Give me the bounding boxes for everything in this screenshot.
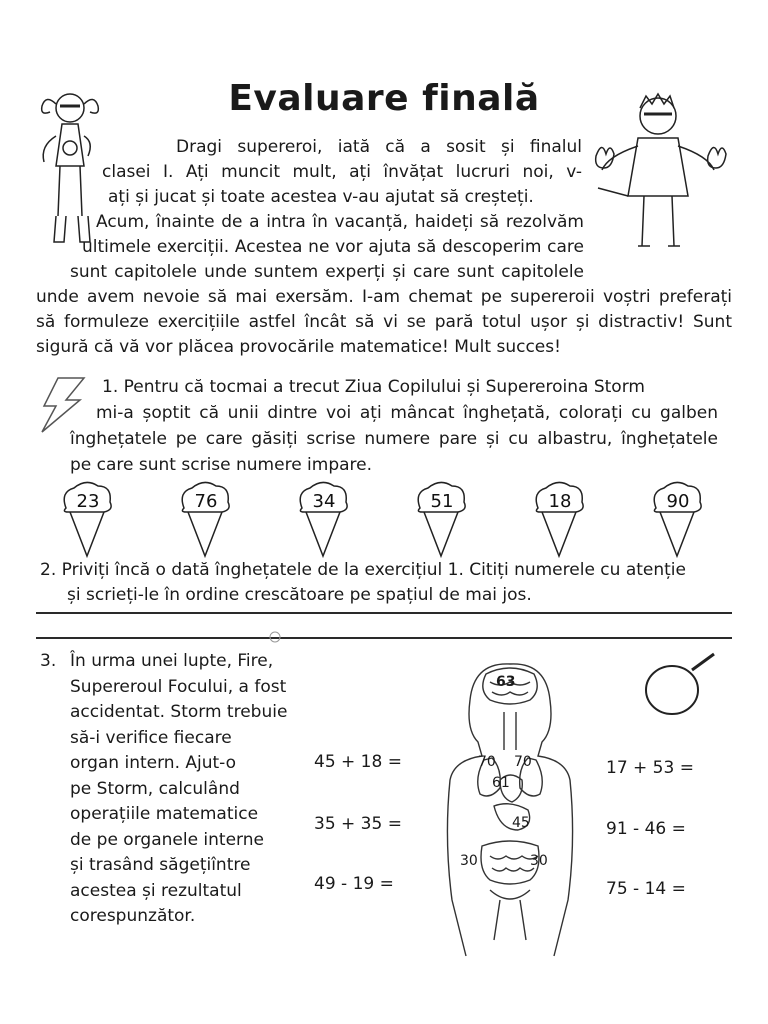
equation-right-1: 17 + 53 = xyxy=(606,758,694,778)
intro-line-8: să formuleze exercițiile astfel încât să vi se pară totul ușor și distractiv! Sunt xyxy=(36,312,732,332)
small-circle-mark xyxy=(268,630,282,644)
intestine-left-number: 30 xyxy=(460,853,478,869)
exercise1-line-3: înghețatele pe care găsiți scrise numere pare și cu albastru, înghețatele xyxy=(70,429,718,449)
intro-line-4: Acum, înainte de a intra în vacanță, haideți să rezolvăm xyxy=(96,212,584,232)
exercise3-line-10: acestea și rezultatul xyxy=(70,881,242,901)
ice-cream-6 xyxy=(654,482,701,556)
page-title: Evaluare finală xyxy=(228,78,540,119)
exercise3-line-9: și trasând săgețiîntre xyxy=(70,855,251,875)
lung-right-number: 70 xyxy=(514,754,532,770)
stomach-number: 45 xyxy=(512,815,530,831)
intro-line-5: ultimele exerciții. Acestea ne vor ajuta să descoperim care xyxy=(82,237,584,257)
equation-left-2: 35 + 35 = xyxy=(314,814,402,834)
exercise3-line-7: operațiile matematice xyxy=(70,804,259,824)
exercise3-line-11: corespunzător. xyxy=(70,906,196,926)
exercise3-number: 3. xyxy=(40,651,57,671)
intro-line-9: sigură că vă vor plăcea provocările matematice! Mult succes! xyxy=(36,337,561,357)
exercise1-line-1: 1. Pentru că tocmai a trecut Ziua Copilului și Supereroina Storm xyxy=(102,377,645,397)
intro-line-3: ați și jucat și toate acestea v-au ajutat să creșteți. xyxy=(108,187,534,207)
exercise3-line-4: să-i verifice fiecare xyxy=(70,728,232,748)
exercise3-line-2: Supereroul Focului, a fost xyxy=(70,677,287,697)
equation-left-1: 45 + 18 = xyxy=(314,752,402,772)
equation-right-3: 75 - 14 = xyxy=(606,879,686,899)
brain-number: 63 xyxy=(496,674,516,690)
exercise2-line-1: 2. Priviți încă o dată înghețatele de la exercițiul 1. Citiți numerele cu atenție xyxy=(40,560,686,580)
intestine-right-number: 30 xyxy=(530,853,548,869)
lung-left-number: 70 xyxy=(478,754,496,770)
magnifying-glass-icon xyxy=(640,650,720,720)
ice-cream-number: 34 xyxy=(312,491,336,512)
intro-line-2: clasei I. Ați muncit mult, ați învățat lucruri noi, v- xyxy=(102,162,582,182)
exercise3-line-5: organ intern. Ajut-o xyxy=(70,753,237,773)
ice-cream-4 xyxy=(418,482,465,556)
ice-cream-5 xyxy=(536,482,583,556)
ice-cream-1 xyxy=(64,482,111,556)
equation-right-2: 91 - 46 = xyxy=(606,819,686,839)
ice-cream-number: 18 xyxy=(548,491,572,512)
exercise1-line-4: pe care sunt scrise numere impare. xyxy=(70,455,373,475)
exercise3-line-8: de pe organele interne xyxy=(70,830,264,850)
exercise3-line-3: accidentat. Storm trebuie xyxy=(70,702,288,722)
ice-cream-3 xyxy=(300,482,347,556)
ice-cream-number: 51 xyxy=(430,491,454,512)
ice-cream-number: 76 xyxy=(194,491,218,512)
equation-left-3: 49 - 19 = xyxy=(314,874,394,894)
exercise1-line-2: mi-a șoptit că unii dintre voi ați mâncat înghețată, colorați cu galben xyxy=(96,403,718,423)
superhero-boy-illustration xyxy=(588,86,738,258)
answer-line-1 xyxy=(36,612,732,614)
ice-cream-2 xyxy=(182,482,229,556)
intro-line-6: sunt capitolele unde suntem experți și care sunt capitolele xyxy=(70,262,584,282)
exercise3-line-1: În urma unei lupte, Fire, xyxy=(70,651,274,671)
intro-line-7: unde avem nevoie să mai exersăm. I-am chemat pe supereroii voștri preferați xyxy=(36,287,732,307)
ice-cream-number: 90 xyxy=(666,491,690,512)
intro-line-1: Dragi supereroi, iată că a sosit și finalul xyxy=(176,137,582,157)
body-organs-illustration xyxy=(430,660,590,960)
ice-cream-row xyxy=(0,480,768,560)
lightning-icon xyxy=(36,376,88,434)
answer-line-2 xyxy=(36,637,732,639)
ice-cream-number: 23 xyxy=(76,491,100,512)
exercise2-line-2: și scrieți-le în ordine crescătoare pe spațiul de mai jos. xyxy=(40,585,532,605)
heart-number: 61 xyxy=(492,775,510,791)
exercise3-line-6: pe Storm, calculând xyxy=(70,779,240,799)
